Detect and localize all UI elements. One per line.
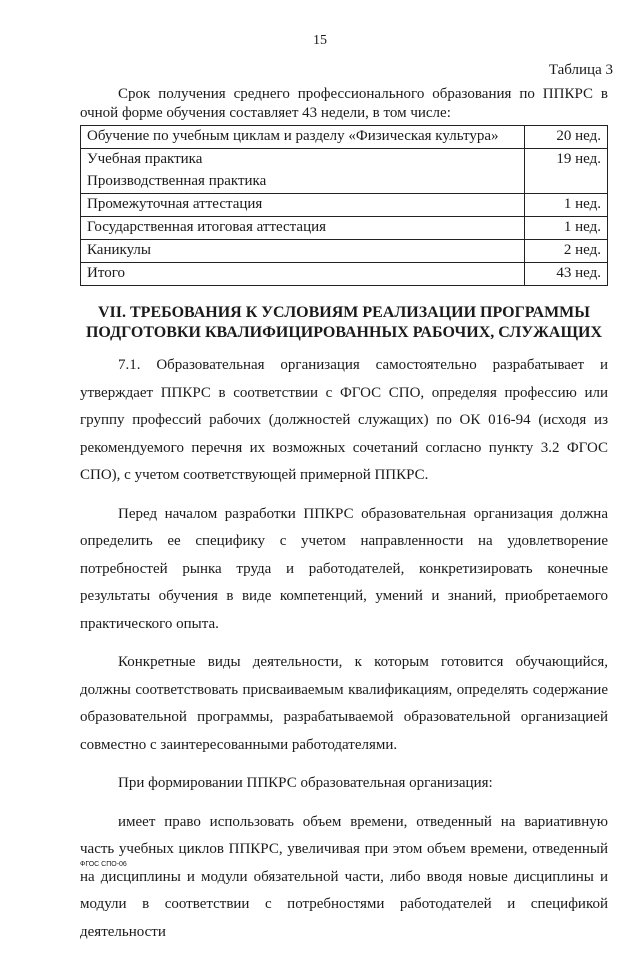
row-value: 1 нед. (525, 194, 608, 217)
paragraph: При формировании ППКРС образовательная организация: (118, 775, 493, 791)
table-row (81, 194, 608, 217)
row-value: 1 нед. (525, 217, 608, 240)
row-value: 20 нед. (525, 126, 608, 149)
row-value: 2 нед. (525, 240, 608, 263)
table-row (81, 240, 608, 263)
page-number: 15 (313, 33, 327, 48)
row-label: Обучение по учебным циклам и разделу «Физическая культура» (81, 126, 525, 149)
section-heading-line: VII. ТРЕБОВАНИЯ К УСЛОВИЯМ РЕАЛИЗАЦИИ ПРОГРАММЫ (98, 304, 590, 321)
footer-code: ФГОС СПО-06 (80, 861, 127, 868)
row-label: Каникулы (81, 240, 525, 263)
table-row (81, 126, 608, 149)
paragraph: Перед началом разработки ППКРС образовательная организация должна определить ее специфику с учетом направленности на удовлетворение потребностей рынка труда и работодателей, конкретизировать конечные результаты обучения в виде компетенций, умений и знаний, приобретаемого практического опыта. (80, 505, 608, 632)
section-heading-line: ПОДГОТОВКИ КВАЛИФИЦИРОВАННЫХ РАБОЧИХ, СЛУЖАЩИХ (85, 324, 603, 341)
study-duration-table (80, 125, 608, 286)
table-row (81, 217, 608, 240)
intro-paragraph: Срок получения среднего профессионального образования по ППКРС в очной форме обучения составляет 43 недели, в том числе: (80, 86, 608, 121)
row-label: Учебная практика (81, 149, 525, 172)
row-label: Государственная итоговая аттестация (81, 217, 525, 240)
paragraph: 7.1. Образовательная организация самостоятельно разрабатывает и утверждает ППКРС в соответствии с ФГОС СПО, определяя профессию или группу профессий рабочих (должностей служащих) по ОК 016-94 (исходя из рекомендуемого перечня их возможных сочетаний согласно пункту 3.2 ФГОС СПО), с учетом соответствующей примерной ППКРС. (80, 357, 608, 483)
table-row (81, 149, 608, 172)
body-text (80, 352, 608, 957)
paragraph: Конкретные виды деятельности, к которым готовится обучающийся, должны соответствовать присваиваемым квалификациям, определять содержание образовательной программы, разрабатываемой образовательной организацией совместно с заинтересованными работодателями. (80, 654, 608, 753)
row-value: 19 нед. (525, 149, 608, 194)
row-label: Промежуточная аттестация (81, 194, 525, 217)
paragraph: имеет право использовать объем времени, отведенный на вариативную часть учебных циклов ППКРС, увеличивая при этом объем времени, отведенный на дисциплины и модули обязательной части, либо вводя новые дисциплины и модули в соответствии с потребностями работодателей и спецификой деятельности (80, 813, 608, 940)
row-value: 43 нед. (525, 263, 608, 286)
section-heading (80, 303, 608, 343)
table-row (81, 263, 608, 286)
row-label: Итого (81, 263, 525, 286)
row-label: Производственная практика (81, 171, 525, 194)
table-caption: Таблица 3 (548, 62, 613, 78)
